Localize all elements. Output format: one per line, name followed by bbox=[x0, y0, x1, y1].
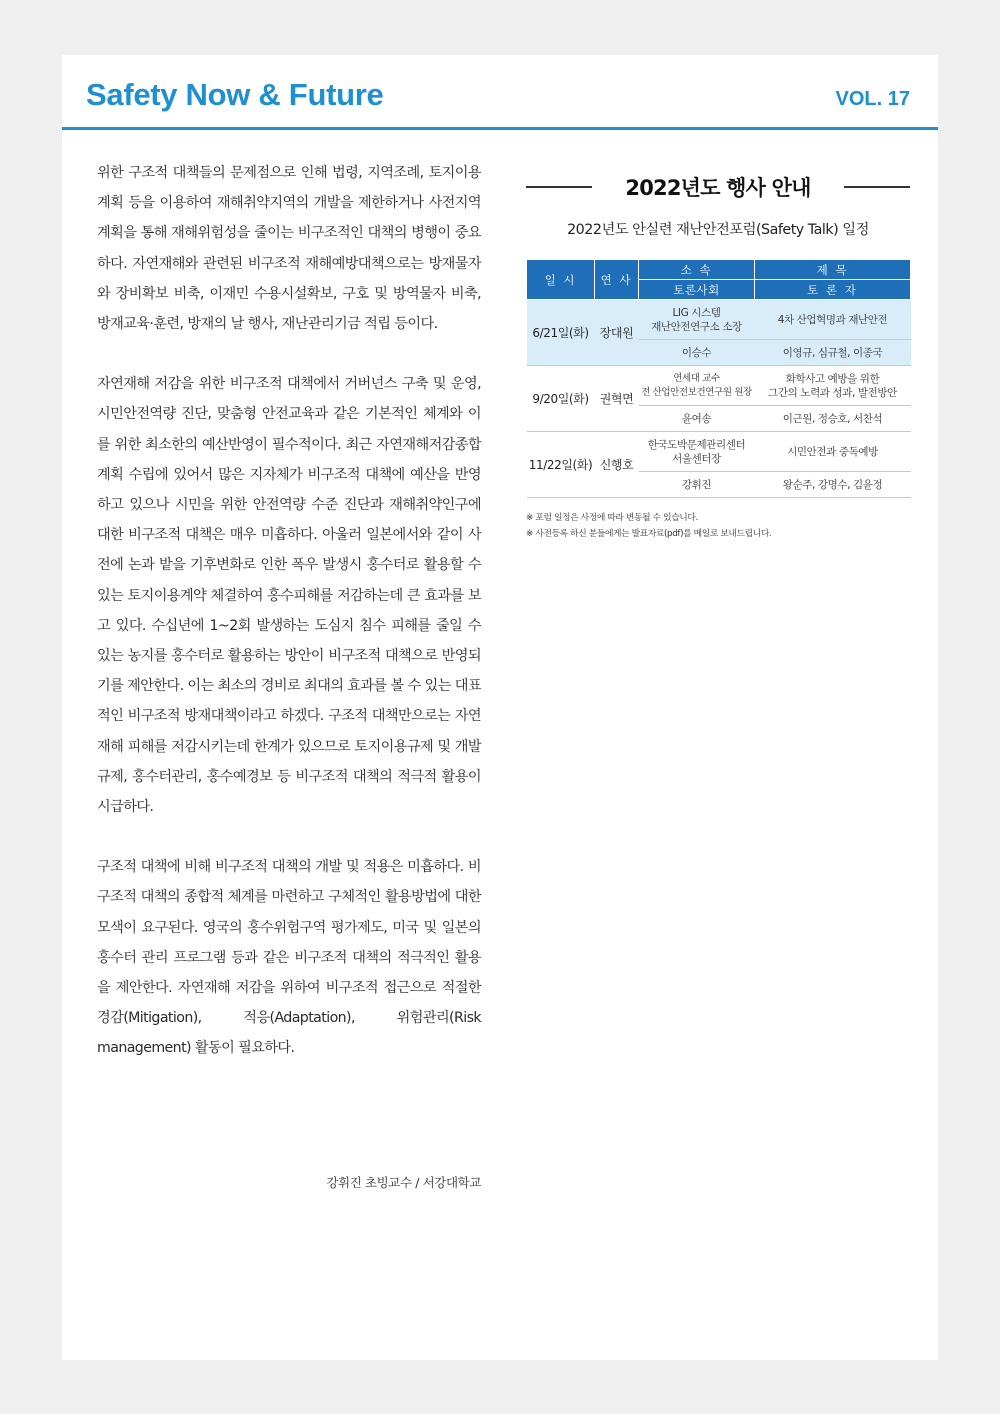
table-row bbox=[527, 300, 911, 340]
article-byline: 강휘진 초빙교수 / 서강대학교 bbox=[326, 1175, 481, 1190]
row-panel: 이영규, 심규철, 이종국 bbox=[755, 340, 911, 366]
row-speaker: 장대원 bbox=[595, 300, 639, 366]
events-title bbox=[526, 167, 910, 207]
title-rule-left bbox=[526, 186, 592, 188]
header-date: 일 시 bbox=[527, 260, 595, 300]
row-speaker: 신행호 bbox=[595, 432, 639, 498]
article-body bbox=[97, 158, 481, 1094]
volume-label: VOL. 17 bbox=[835, 88, 910, 110]
header-speaker: 연 사 bbox=[595, 260, 639, 300]
row-panel: 왕순주, 강명수, 김윤정 bbox=[755, 472, 911, 498]
row-speaker: 권혁면 bbox=[595, 366, 639, 432]
article-paragraph-1: 위한 구조적 대책들의 문제점으로 인해 법령, 지역조례, 토지이용계획 등을 이용하여 재해취약지역의 개발을 제한하거나 사전지역계획을 통해 재해위험성을 줄이는 비구조적인 대책의 병행이 중요하다. 자연재해와 관련된 비구조적 재해예방대책으로는 방재물자와 장비확보 비축, 이재민 수용시설확보, 구호 및 방역물자 비축, 방재교육·훈련, 방재의 날 행사, 재난관리기금 적립 등이다. bbox=[97, 165, 481, 333]
header-panel: 토 론 자 bbox=[755, 280, 911, 300]
row-panel: 이근원, 정승호, 서찬석 bbox=[755, 406, 911, 432]
events-section bbox=[526, 167, 910, 542]
schedule-table bbox=[526, 259, 911, 498]
row-topic: 4차 산업혁명과 재난안전 bbox=[755, 300, 911, 340]
table-row bbox=[527, 432, 911, 472]
row-date: 6/21일(화) bbox=[527, 300, 595, 366]
title-rule-right bbox=[844, 186, 910, 188]
header-topic: 제 목 bbox=[755, 260, 911, 280]
header-moderator: 토론사회 bbox=[639, 280, 755, 300]
article-paragraph-2: 자연재해 저감을 위한 비구조적 대책에서 거버넌스 구축 및 운영, 시민안전역량 진단, 맞춤형 안전교육과 같은 기본적인 체계와 이를 위한 최소한의 예산반영이 필수적이다. 최근 자연재해저감종합계획 수립에 있어서 많은 지자체가 비구조적 대책에 예산을 반영하고 있으나 시민을 위한 안전역량 수준 진단과 재해취약인구에 대한 비구조적 대책은 매우 미흡하다. 아울러 일본에서와 같이 사전에 논과 밭을 기후변화로 인한 폭우 발생시 홍수터로 활용할 수 있는 토지이용계약 체결하여 홍수피해를 저감하는데 큰 효과를 보고 있다. 수십년에 1~2회 발생하는 도심지 침수 피해를 줄일 수 있는 농지를 홍수터로 활용하는 방안이 비구조적 대책으로 반영되기를 제안한다. 이는 최소의 경비로 최대의 효과를 볼 수 있는 대표적인 비구조적 방재대책이라고 하겠다. 구조적 대책만으로는 자연재해 피해를 저감시키는데 한계가 있으므로 토지이용규제 및 개발규제, 홍수터관리, 홍수예경보 등 비구조적 대책의 적극적 활용이 시급하다. bbox=[97, 376, 481, 816]
page bbox=[62, 55, 938, 1360]
row-moderator: 윤여송 bbox=[639, 406, 755, 432]
article-paragraph-3: 구조적 대책에 비해 비구조적 대책의 개발 및 적용은 미흡하다. 비구조적 대책의 종합적 체계를 마련하고 구체적인 활용방법에 대한 모색이 요구된다. 영국의 홍수위험구역 평가제도, 미국 및 일본의 홍수터 관리 프로그램 등과 같은 비구조적 대책의 적극적인 활용을 제안한다. 자연재해 저감을 위하여 비구조적 접근으로 적절한 경감(Mitigation), 적응(Adaptation), 위험관리(Risk management) 활동이 필요하다. bbox=[97, 859, 481, 1057]
table-row bbox=[527, 366, 911, 406]
row-topic: 시민안전과 중독예방 bbox=[755, 432, 911, 472]
note-item: ※ 사전등록 하신 분들에게는 발표자료(pdf)를 메일로 보내드립니다. bbox=[526, 529, 772, 539]
page-header bbox=[62, 55, 938, 130]
row-affil: 한국도박문제관리센터 서울센터장 bbox=[639, 432, 755, 472]
header-affil: 소 속 bbox=[639, 260, 755, 280]
note-item: ※ 포럼 일정은 사정에 따라 변동될 수 있습니다. bbox=[526, 513, 698, 523]
row-moderator: 이승수 bbox=[639, 340, 755, 366]
brand-title: Safety Now & Future bbox=[86, 77, 384, 112]
row-moderator: 강휘진 bbox=[639, 472, 755, 498]
row-affil: 연세대 교수 전 산업안전보건연구원 원장 bbox=[639, 366, 755, 406]
row-date: 11/22일(화) bbox=[527, 432, 595, 498]
row-affil: LIG 시스템 재난안전연구소 소장 bbox=[639, 300, 755, 340]
row-topic: 화학사고 예방을 위한 그간의 노력과 성과, 발전방안 bbox=[755, 366, 911, 406]
events-subtitle: 2022년도 안실련 재난안전포럼(Safety Talk) 일정 bbox=[567, 222, 869, 238]
schedule-notes bbox=[526, 510, 910, 542]
row-date: 9/20일(화) bbox=[527, 366, 595, 432]
events-title-text: 2022년도 행사 안내 bbox=[625, 176, 811, 200]
